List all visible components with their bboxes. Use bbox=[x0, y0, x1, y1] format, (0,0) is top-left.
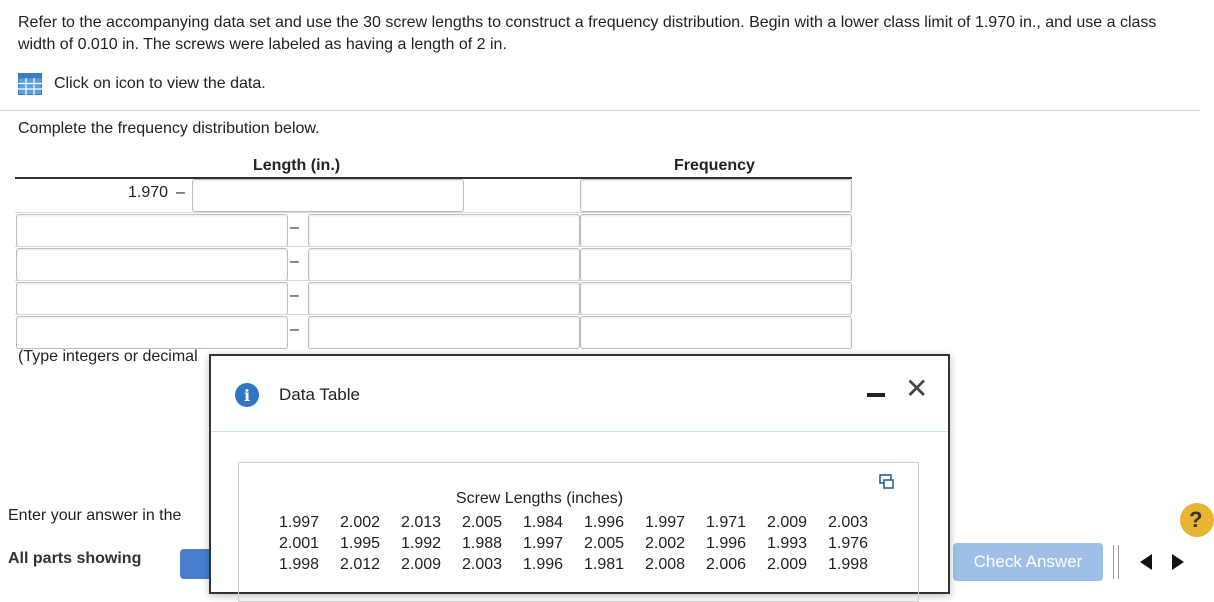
lower-limit-input-2[interactable] bbox=[16, 214, 288, 247]
table-cell: 1.993 bbox=[767, 534, 808, 552]
copy-icon[interactable] bbox=[879, 474, 895, 490]
divider bbox=[0, 110, 1200, 111]
table-cell: 1.981 bbox=[584, 555, 625, 573]
table-cell: 2.005 bbox=[584, 534, 625, 552]
frequency-input-1[interactable] bbox=[580, 179, 852, 212]
upper-limit-input-4[interactable] bbox=[308, 282, 580, 315]
frequency-input-3[interactable] bbox=[580, 248, 852, 281]
table-cell: 2.003 bbox=[828, 513, 869, 531]
lower-limit-input-3[interactable] bbox=[16, 248, 288, 281]
table-cell: 2.006 bbox=[706, 555, 747, 573]
table-cell: 1.988 bbox=[462, 534, 503, 552]
row-divider bbox=[15, 246, 852, 247]
table-row bbox=[279, 554, 889, 575]
info-icon: i bbox=[235, 383, 259, 407]
triangle-right-icon[interactable] bbox=[1170, 553, 1186, 571]
column-header-frequency: Frequency bbox=[674, 157, 755, 174]
table-cell: 2.013 bbox=[401, 513, 442, 531]
table-cell: 1.971 bbox=[706, 513, 747, 531]
upper-limit-input-1[interactable] bbox=[192, 179, 464, 212]
lower-limit-input-5[interactable] bbox=[16, 316, 288, 349]
data-table-grid-icon[interactable] bbox=[18, 73, 42, 95]
table-cell: 2.002 bbox=[645, 534, 686, 552]
table-cell: 2.005 bbox=[462, 513, 503, 531]
table-cell: 1.997 bbox=[645, 513, 686, 531]
table-cell: 2.012 bbox=[340, 555, 381, 573]
frequency-input-4[interactable] bbox=[580, 282, 852, 315]
range-dash: – bbox=[290, 287, 299, 304]
table-cell: 2.009 bbox=[767, 513, 808, 531]
table-cell: 2.001 bbox=[279, 534, 320, 552]
frequency-input-2[interactable] bbox=[580, 214, 852, 247]
row-divider bbox=[15, 280, 852, 281]
data-table-dialog bbox=[209, 354, 950, 594]
column-header-length: Length (in.) bbox=[253, 157, 341, 174]
table-cell: 2.009 bbox=[401, 555, 442, 573]
upper-limit-input-3[interactable] bbox=[308, 248, 580, 281]
table-cell: 1.997 bbox=[523, 534, 564, 552]
table-cell: 1.976 bbox=[828, 534, 869, 552]
first-lower-limit: 1.970 bbox=[128, 184, 169, 201]
answer-format-hint: (Type integers or decimal bbox=[18, 348, 198, 365]
help-button[interactable]: ? bbox=[1180, 503, 1214, 537]
divider bbox=[1118, 545, 1119, 579]
close-icon[interactable]: ✕ bbox=[905, 372, 929, 405]
view-data-text[interactable]: Click on icon to view the data. bbox=[54, 75, 266, 92]
data-table-panel bbox=[238, 462, 919, 602]
table-cell: 1.998 bbox=[828, 555, 869, 573]
minimize-icon[interactable] bbox=[867, 393, 885, 397]
table-cell: 2.002 bbox=[340, 513, 381, 531]
table-cell: 1.996 bbox=[706, 534, 747, 552]
table-cell: 1.995 bbox=[340, 534, 381, 552]
data-table-title: Screw Lengths (inches) bbox=[455, 490, 624, 507]
range-dash: – bbox=[290, 219, 299, 236]
lower-limit-input-4[interactable] bbox=[16, 282, 288, 315]
table-cell: 1.997 bbox=[279, 513, 320, 531]
table-cell: 1.996 bbox=[584, 513, 625, 531]
row-divider bbox=[15, 212, 852, 213]
range-dash: – bbox=[176, 184, 185, 201]
row-divider bbox=[15, 314, 852, 315]
triangle-left-icon[interactable] bbox=[1138, 553, 1154, 571]
frequency-input-5[interactable] bbox=[580, 316, 852, 349]
enter-answer-text: Enter your answer in the bbox=[8, 507, 182, 524]
screw-lengths-table bbox=[279, 512, 889, 575]
table-cell: 2.008 bbox=[645, 555, 686, 573]
instructions: Complete the frequency distribution below. bbox=[18, 120, 320, 137]
dialog-title: Data Table bbox=[279, 385, 360, 404]
upper-limit-input-2[interactable] bbox=[308, 214, 580, 247]
question-text: Refer to the accompanying data set and use the 30 screw lengths to construct a frequency distribution. Begin with a lower class limit of 1.970 in., and use a class width of 0.010 in. The screws were labeled as having a length of 2 in. bbox=[18, 14, 1157, 53]
table-cell: 2.009 bbox=[767, 555, 808, 573]
table-cell: 1.992 bbox=[401, 534, 442, 552]
table-cell: 1.996 bbox=[523, 555, 564, 573]
upper-limit-input-5[interactable] bbox=[308, 316, 580, 349]
all-parts-label: All parts showing bbox=[8, 550, 142, 567]
divider bbox=[1113, 545, 1114, 579]
table-row bbox=[279, 533, 889, 554]
check-answer-button[interactable]: Check Answer bbox=[953, 543, 1103, 581]
table-cell: 1.984 bbox=[523, 513, 564, 531]
table-cell: 2.003 bbox=[462, 555, 503, 573]
dialog-header-divider bbox=[211, 431, 948, 432]
range-dash: – bbox=[290, 253, 299, 270]
range-dash: – bbox=[290, 321, 299, 338]
table-row bbox=[279, 512, 889, 533]
view-data-link[interactable] bbox=[18, 72, 266, 96]
table-cell: 1.998 bbox=[279, 555, 320, 573]
